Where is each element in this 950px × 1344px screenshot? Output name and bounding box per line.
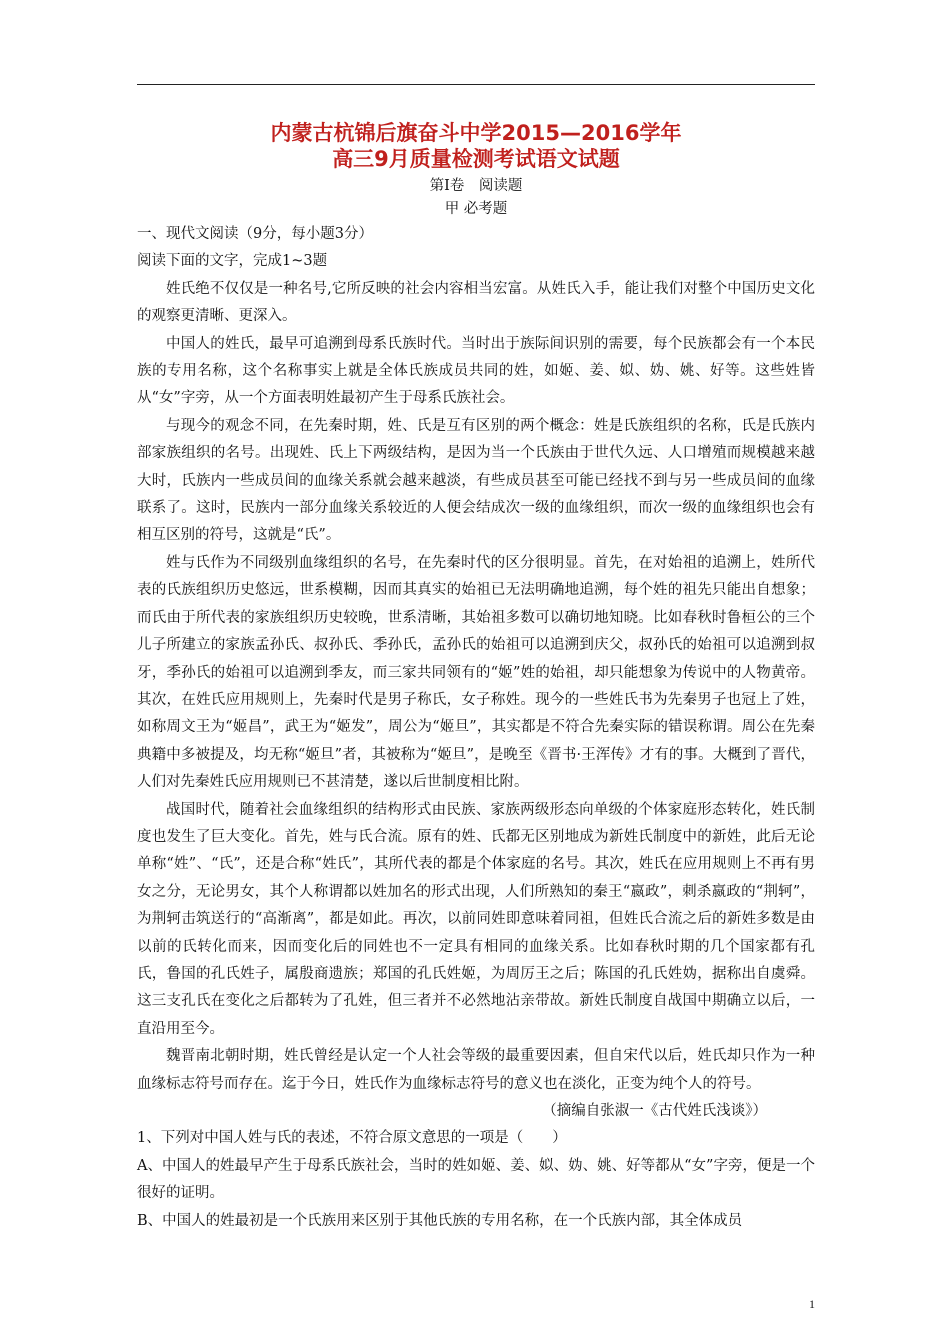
paragraph-4: 姓与氏作为不同级别血缘组织的名号，在先秦时代的区分很明显。首先，在对始祖的追溯上，姓所代表的氏族组织历史悠远，世系模糊，因而其真实的始祖已无法明确地追溯，每个姓的祖先只能出自想象；而氏由于所代表的家族组织历史较晚，世系清晰，其始祖多数可以确切地知晓。比如春秋时鲁桓公的三个儿子所建立的家族孟孙氏、叔孙氏、季孙氏，孟孙氏的始祖可以追溯到庆父，叔孙氏的始祖可以追溯到叔牙，季孙氏的始祖可以追溯到季友，而三家共同领有的“姬”姓的始祖，却只能想象为传说中的人物黄帝。其次，在姓氏应用规则上，先秦时代是男子称氏，女子称姓。现今的一些姓氏书为先秦男子也冠上了姓，如称周文王为“姬昌”，武王为“姬发”，周公为“姬旦”，其实都是不符合先秦实际的错误称谓。周公在先秦典籍中多被提及，均无称“姬旦”者，其被称为“姬旦”，是晚至《晋书·王浑传》才有的事。大概到了晋代，人们对先秦姓氏应用规则已不甚清楚，遂以后世制度相比附。 <box>137 554 815 791</box>
section-heading: 甲 必考题 <box>444 201 508 217</box>
paragraph-6: 魏晋南北朝时期，姓氏曾经是认定一个人社会等级的最重要因素，但自宋代以后，姓氏却只作为一种血缘标志符号而存在。迄于今日，姓氏作为血缘标志符号的意义也在淡化，正变为纯个人的符号。 <box>137 1048 815 1092</box>
title-line-1: 内蒙古杭锦后旗奋斗中学2015—2016学年 <box>270 121 682 145</box>
paragraph-5: 战国时代，随着社会血缘组织的结构形式由民族、家族两级形态向单级的个体家庭形态转化，姓氏制度也发生了巨大变化。首先，姓与氏合流。原有的姓、氏都无区别地成为新姓氏制度中的新姓，此后无论单称“姓”、“氏”，还是合称“姓氏”，其所代表的都是个体家庭的名号。其次，姓氏在应用规则上不再有男女之分，无论男女，其个人称谓都以姓加名的形式出现，人们所熟知的秦王“嬴政”，刺杀嬴政的“荆轲”，为荆轲击筑送行的“高渐离”，都是如此。再次，以前同姓即意味着同祖，但姓氏合流之后的新姓多数是由以前的氏转化而来，因而变化后的同姓也不一定具有相同的血缘关系。比如春秋时期的几个国家都有孔氏，鲁国的孔氏姓子，属殷商遗族；郑国的孔氏姓姬，为周厉王之后；陈国的孔氏姓妫，据称出自虞舜。这三支孔氏在变化之后都转为了孔姓，但三者并不必然地沾亲带故。新姓氏制度自战国中期确立以后，一直沿用至今。 <box>137 801 815 1037</box>
paragraph-2: 中国人的姓氏，最早可追溯到母系氏族时代。当时出于族际间识别的需要，每个民族都会有一个本民族的专用名称，这个名称事实上就是全体氏族成员共同的姓，如姬、姜、姒、妫、姚、好等。这些姓皆从“女”字旁，从一个方面表明姓最初产生于母系氏族社会。 <box>137 335 815 407</box>
option-a: A、中国人的姓最早产生于母系氏族社会，当时的姓如姬、姜、姒、妫、姚、好等都从“女”字旁，便是一个很好的证明。 <box>137 1157 815 1202</box>
page-number: 1 <box>809 1297 815 1311</box>
title-line-2: 高三9月质量检测考试语文试题 <box>332 147 620 171</box>
part-heading: 第Ⅰ卷 阅读题 <box>429 178 523 194</box>
paragraph-3: 与现今的观念不同，在先秦时期，姓、氏是互有区别的两个概念：姓是氏族组织的名称，氏是氏族内部家族组织的名号。出现姓、氏上下两级结构，是因为当一个氏族由于世代久远、人口增殖而规模越来越大时，氏族内一些成员间的血缘关系就会越来越淡，有些成员甚至可能已经找不到与另一些成员间的血缘联系了。这时，民族内一部分血缘关系较近的人便会结成次一级的血缘组织，而次一级的血缘组织也会有相互区别的符号，这就是“氏”。 <box>137 417 815 544</box>
document-body <box>137 120 815 1235</box>
option-b: B、中国人的姓最初是一个氏族用来区别于其他氏族的专用名称，在一个氏族内部，其全体成员 <box>137 1212 743 1229</box>
header-rule <box>137 84 815 85</box>
paragraph-1: 姓氏绝不仅仅是一种名号,它所反映的社会内容相当宏富。从姓氏入手，能让我们对整个中国历史文化的观察更清晰、更深入。 <box>137 280 815 325</box>
reading-heading: 一、现代文阅读（9分，每小题3分） <box>137 226 373 242</box>
reading-instruction: 阅读下面的文字，完成1~3题 <box>137 253 328 270</box>
source-citation: （摘编自张淑一《古代姓氏浅谈》） <box>542 1103 767 1119</box>
question-1: 1、下列对中国人姓与氏的表述，不符合原文意思的一项是（ ） <box>137 1130 567 1147</box>
